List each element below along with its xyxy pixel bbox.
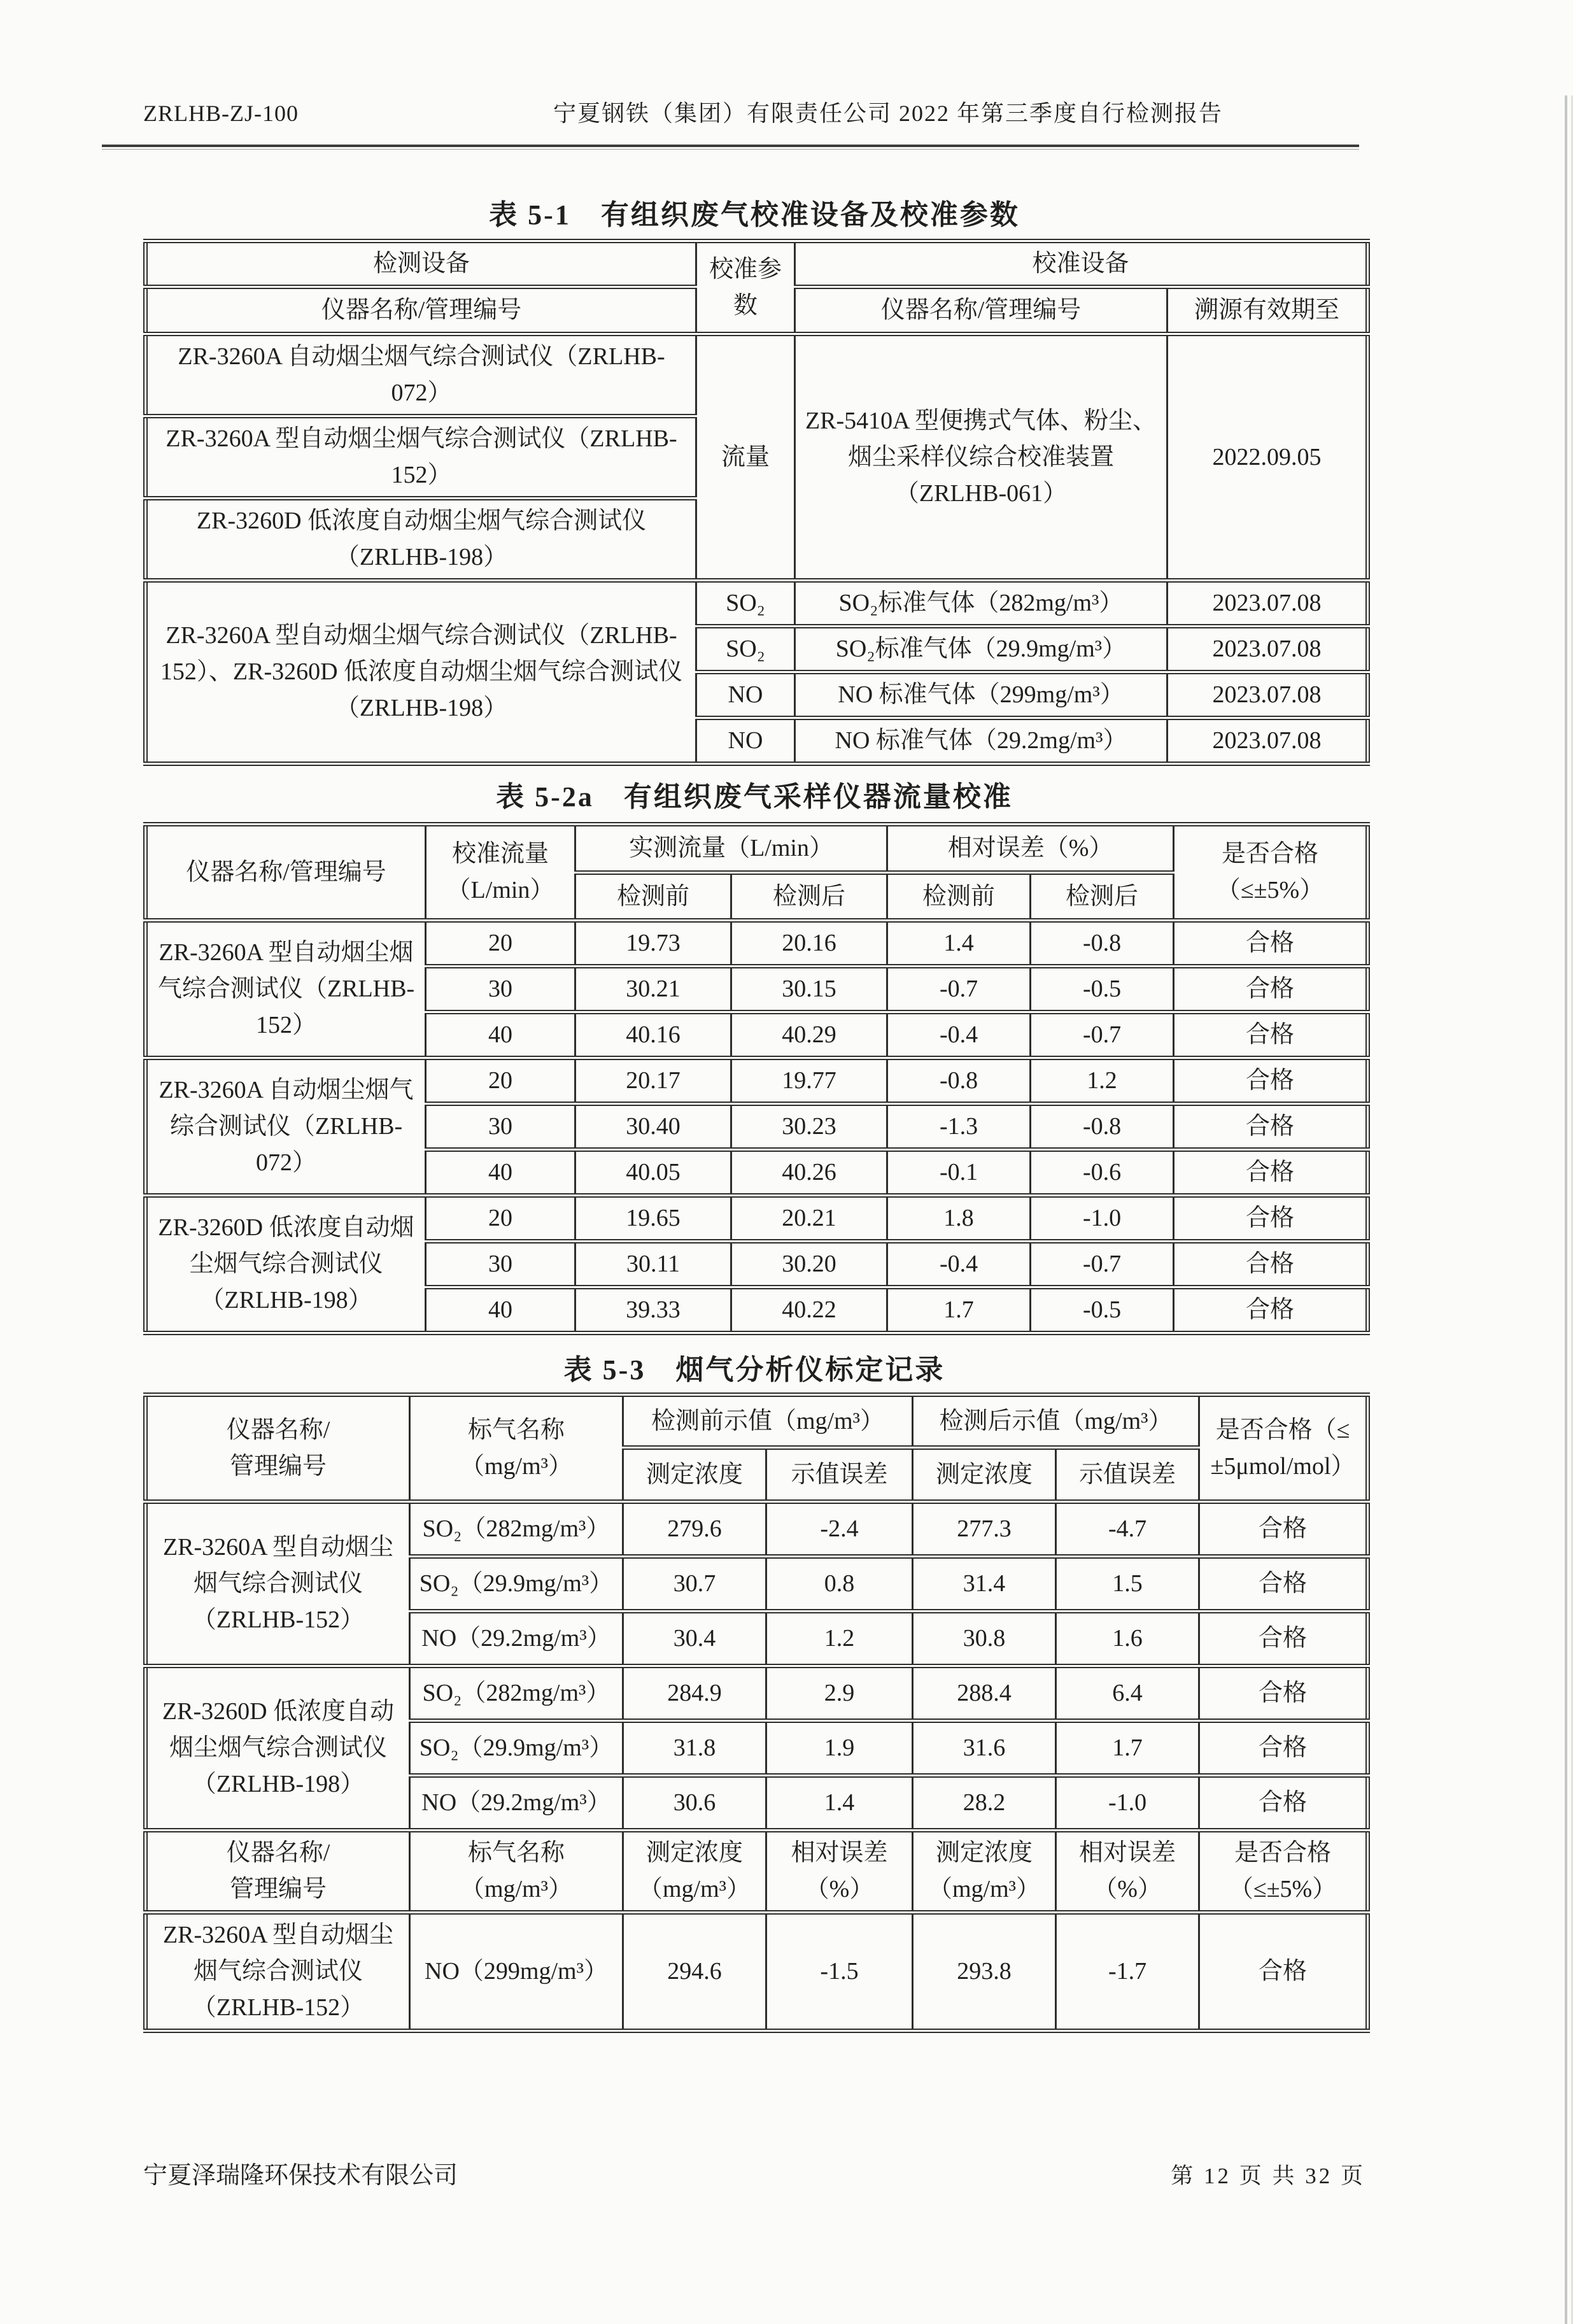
header-line: （L/min） bbox=[446, 877, 554, 903]
err-before-cell: 2.9 bbox=[766, 1666, 913, 1721]
cal-device-cell: NO 标准气体（29.2mg/m³） bbox=[795, 718, 1167, 764]
header-line: （mg/m³） bbox=[928, 1876, 1041, 1902]
err-before-cell: -1.5 bbox=[766, 1913, 913, 2031]
std-gas-cell: SO₂（282mg/m³） bbox=[410, 1666, 623, 1721]
column-header-after: 检测后 bbox=[731, 873, 887, 921]
header-line: 校准流量 bbox=[451, 840, 549, 867]
column-header-before: 检测前 bbox=[575, 873, 731, 921]
column-header-rel-error bbox=[1056, 1831, 1199, 1913]
flow-set-cell: 20 bbox=[426, 1196, 575, 1242]
column-header-after: 检测后 bbox=[1031, 873, 1174, 921]
table1-header-row-1 bbox=[146, 241, 1368, 287]
header-line: 是否合格 bbox=[1234, 1839, 1332, 1866]
header-line: 相对误差 bbox=[791, 1839, 888, 1866]
conc-after-cell: 31.4 bbox=[913, 1557, 1056, 1612]
err-before-cell: 1.7 bbox=[887, 1287, 1031, 1333]
err-after-cell: -0.7 bbox=[1031, 1012, 1174, 1058]
header-line: 仪器名称/ bbox=[226, 1416, 330, 1443]
header-rule bbox=[102, 145, 1359, 150]
column-header-std-gas bbox=[410, 1395, 623, 1502]
table-row bbox=[146, 1058, 1368, 1104]
flow-before-cell: 19.73 bbox=[575, 921, 731, 967]
header-line: 测定浓度 bbox=[645, 1839, 743, 1866]
err-before-cell: 1.8 bbox=[887, 1196, 1031, 1242]
flow-before-cell: 40.05 bbox=[575, 1150, 731, 1196]
header-line: 测定浓度 bbox=[936, 1839, 1033, 1866]
doc-title: 宁夏钢铁（集团）有限责任公司 2022 年第三季度自行检测报告 bbox=[553, 101, 1223, 126]
table3-mid-header-row bbox=[146, 1831, 1368, 1913]
column-header-detect-device: 检测设备 bbox=[146, 241, 696, 287]
device-name-cell: ZR-3260D 低浓度自动烟尘烟气综合测试仪（ZRLHB-198） bbox=[146, 1666, 410, 1831]
err-after-cell: -4.7 bbox=[1056, 1502, 1199, 1557]
result-cell: 合格 bbox=[1174, 1012, 1368, 1058]
result-cell: 合格 bbox=[1174, 967, 1368, 1012]
param-cell: 流量 bbox=[696, 334, 795, 581]
header-line: （%） bbox=[1093, 1876, 1162, 1902]
header-line: 是否合格 bbox=[1222, 840, 1319, 867]
flow-after-cell: 30.15 bbox=[731, 967, 887, 1012]
column-header-before: 检测前 bbox=[887, 873, 1031, 921]
std-gas-cell: SO₂（29.9mg/m³） bbox=[410, 1721, 623, 1776]
device-name-cell: ZR-3260A 型自动烟尘烟气综合测试仪（ZRLHB-152） bbox=[146, 1913, 410, 2031]
result-cell: 合格 bbox=[1174, 1058, 1368, 1104]
conc-before-cell: 30.7 bbox=[623, 1557, 766, 1612]
column-header-instr-name bbox=[146, 1831, 410, 1913]
column-header-concentration bbox=[623, 1831, 766, 1913]
conc-before-cell: 294.6 bbox=[623, 1913, 766, 2031]
footer-page-number: 第 12 页 共 32 页 bbox=[1171, 2164, 1365, 2188]
header-line: 管理编号 bbox=[229, 1876, 327, 1902]
err-after-cell: -1.7 bbox=[1056, 1913, 1199, 2031]
cal-device-cell: SO₂标准气体（29.9mg/m³） bbox=[795, 627, 1167, 672]
table-row bbox=[146, 1502, 1368, 1557]
err-after-cell: 1.6 bbox=[1056, 1612, 1199, 1666]
column-header-pass bbox=[1199, 1831, 1368, 1913]
table-5-1 bbox=[143, 239, 1370, 766]
flow-before-cell: 30.11 bbox=[575, 1242, 731, 1287]
flow-after-cell: 20.21 bbox=[731, 1196, 887, 1242]
header-line: 标气名称 bbox=[467, 1839, 565, 1866]
param-cell: SO₂ bbox=[696, 627, 795, 672]
flow-after-cell: 19.77 bbox=[731, 1058, 887, 1104]
column-header-before-reading: 检测前示值（mg/m³） bbox=[623, 1395, 913, 1448]
err-before-cell: 1.9 bbox=[766, 1721, 913, 1776]
device-name-cell: ZR-3260A 型自动烟尘烟气综合测试仪（ZRLHB-152） bbox=[146, 416, 696, 499]
device-name-cell: ZR-3260A 型自动烟尘烟气综合测试仪（ZRLHB-152） bbox=[146, 921, 426, 1058]
err-before-cell: 1.2 bbox=[766, 1612, 913, 1666]
err-after-cell: 1.5 bbox=[1056, 1557, 1199, 1612]
device-name-cell: ZR-3260A 自动烟尘烟气综合测试仪（ZRLHB-072） bbox=[146, 334, 696, 416]
valid-date-cell: 2023.07.08 bbox=[1167, 627, 1368, 672]
column-header-pass bbox=[1174, 825, 1368, 921]
err-before-cell: 1.4 bbox=[887, 921, 1031, 967]
column-header-concentration bbox=[913, 1831, 1056, 1913]
header-line: 标气名称 bbox=[467, 1416, 565, 1443]
err-before-cell: -0.8 bbox=[887, 1058, 1031, 1104]
valid-date-cell: 2023.07.08 bbox=[1167, 581, 1368, 627]
header-line: （mg/m³） bbox=[460, 1876, 573, 1902]
param-cell: NO bbox=[696, 718, 795, 764]
table-row bbox=[146, 1196, 1368, 1242]
scan-right-edge bbox=[1565, 96, 1567, 2324]
header-line: 管理编号 bbox=[229, 1452, 327, 1480]
device-name-cell: ZR-3260A 型自动烟尘烟气综合测试仪（ZRLHB-152） bbox=[146, 1502, 410, 1666]
err-after-cell: -0.5 bbox=[1031, 1287, 1174, 1333]
conc-before-cell: 279.6 bbox=[623, 1502, 766, 1557]
header-line: ±5μmol/mol） bbox=[1210, 1452, 1355, 1480]
conc-after-cell: 288.4 bbox=[913, 1666, 1056, 1721]
result-cell: 合格 bbox=[1174, 1104, 1368, 1150]
table2-title: 表 5-2a 有组织废气采样仪器流量校准 bbox=[496, 781, 1013, 812]
flow-after-cell: 30.23 bbox=[731, 1104, 887, 1150]
column-header-indication-error: 示值误差 bbox=[1056, 1448, 1199, 1502]
column-header-concentration: 测定浓度 bbox=[623, 1448, 766, 1502]
table-row bbox=[146, 921, 1368, 967]
table-row bbox=[146, 1666, 1368, 1721]
err-after-cell: 1.7 bbox=[1056, 1721, 1199, 1776]
result-cell: 合格 bbox=[1174, 1150, 1368, 1196]
column-header-pass bbox=[1199, 1395, 1368, 1502]
err-before-cell: -0.4 bbox=[887, 1012, 1031, 1058]
result-cell: 合格 bbox=[1199, 1612, 1368, 1666]
column-header-cal-flow bbox=[426, 825, 575, 921]
flow-set-cell: 40 bbox=[426, 1012, 575, 1058]
device-name-cell: ZR-3260D 低浓度自动烟尘烟气综合测试仪（ZRLHB-198） bbox=[146, 1196, 426, 1333]
valid-date-cell: 2023.07.08 bbox=[1167, 718, 1368, 764]
flow-after-cell: 20.16 bbox=[731, 921, 887, 967]
column-header-rel-error bbox=[766, 1831, 913, 1913]
header-line: 仪器名称/ bbox=[226, 1839, 330, 1866]
err-after-cell: -1.0 bbox=[1031, 1196, 1174, 1242]
column-header-cal-param: 校准参数 bbox=[696, 241, 795, 334]
std-gas-cell: NO（29.2mg/m³） bbox=[410, 1612, 623, 1666]
flow-after-cell: 40.26 bbox=[731, 1150, 887, 1196]
err-after-cell: -0.8 bbox=[1031, 1104, 1174, 1150]
valid-date-cell: 2023.07.08 bbox=[1167, 672, 1368, 718]
footer-company: 宁夏泽瑞隆环保技术有限公司 bbox=[143, 2162, 458, 2189]
result-cell: 合格 bbox=[1199, 1666, 1368, 1721]
err-after-cell: -0.8 bbox=[1031, 921, 1174, 967]
cal-device-cell: ZR-5410A 型便携式气体、粉尘、烟尘采样仪综合校准装置（ZRLHB-061） bbox=[795, 334, 1167, 581]
std-gas-cell: NO（29.2mg/m³） bbox=[410, 1776, 623, 1831]
conc-before-cell: 284.9 bbox=[623, 1666, 766, 1721]
err-after-cell: 6.4 bbox=[1056, 1666, 1199, 1721]
column-header-instr-name: 仪器名称/管理编号 bbox=[146, 287, 696, 334]
err-before-cell: -0.1 bbox=[887, 1150, 1031, 1196]
header-line: （≤±5%） bbox=[1229, 1876, 1337, 1902]
conc-after-cell: 30.8 bbox=[913, 1612, 1056, 1666]
column-header-instr-name: 仪器名称/管理编号 bbox=[146, 825, 426, 921]
column-header-measured-flow: 实测流量（L/min） bbox=[575, 825, 887, 873]
valid-date-cell: 2022.09.05 bbox=[1167, 334, 1368, 581]
err-after-cell: -1.0 bbox=[1056, 1776, 1199, 1831]
column-header-cal-device: 校准设备 bbox=[795, 241, 1368, 287]
param-cell: NO bbox=[696, 672, 795, 718]
header-line: 是否合格（≤ bbox=[1215, 1416, 1350, 1443]
flow-after-cell: 40.29 bbox=[731, 1012, 887, 1058]
cal-device-cell: NO 标准气体（299mg/m³） bbox=[795, 672, 1167, 718]
device-name-cell: ZR-3260D 低浓度自动烟尘烟气综合测试仪（ZRLHB-198） bbox=[146, 499, 696, 581]
err-before-cell: -1.3 bbox=[887, 1104, 1031, 1150]
header-line: （mg/m³） bbox=[638, 1876, 751, 1902]
cal-device-cell: SO₂标准气体（282mg/m³） bbox=[795, 581, 1167, 627]
flow-set-cell: 30 bbox=[426, 1104, 575, 1150]
column-header-concentration: 测定浓度 bbox=[913, 1448, 1056, 1502]
conc-before-cell: 31.8 bbox=[623, 1721, 766, 1776]
flow-before-cell: 39.33 bbox=[575, 1287, 731, 1333]
conc-before-cell: 30.4 bbox=[623, 1612, 766, 1666]
flow-set-cell: 30 bbox=[426, 1242, 575, 1287]
column-header-rel-error: 相对误差（%） bbox=[887, 825, 1174, 873]
flow-before-cell: 40.16 bbox=[575, 1012, 731, 1058]
conc-after-cell: 293.8 bbox=[913, 1913, 1056, 2031]
err-before-cell: 1.4 bbox=[766, 1776, 913, 1831]
result-cell: 合格 bbox=[1199, 1502, 1368, 1557]
table3-header-row-1 bbox=[146, 1395, 1368, 1448]
flow-before-cell: 19.65 bbox=[575, 1196, 731, 1242]
err-after-cell: -0.6 bbox=[1031, 1150, 1174, 1196]
header-line: （≤±5%） bbox=[1216, 877, 1324, 903]
err-before-cell: -0.7 bbox=[887, 967, 1031, 1012]
column-header-trace-valid: 溯源有效期至 bbox=[1167, 287, 1368, 334]
result-cell: 合格 bbox=[1174, 1242, 1368, 1287]
result-cell: 合格 bbox=[1199, 1721, 1368, 1776]
err-before-cell: -2.4 bbox=[766, 1502, 913, 1557]
device-name-cell: ZR-3260A 自动烟尘烟气综合测试仪（ZRLHB-072） bbox=[146, 1058, 426, 1196]
err-after-cell: 1.2 bbox=[1031, 1058, 1174, 1104]
flow-before-cell: 30.21 bbox=[575, 967, 731, 1012]
std-gas-cell: NO（299mg/m³） bbox=[410, 1913, 623, 2031]
doc-code: ZRLHB-ZJ-100 bbox=[143, 101, 299, 126]
param-cell: SO₂ bbox=[696, 581, 795, 627]
conc-after-cell: 31.6 bbox=[913, 1721, 1056, 1776]
column-header-std-gas bbox=[410, 1831, 623, 1913]
table-row bbox=[146, 1913, 1368, 2031]
header-line: 相对误差 bbox=[1079, 1839, 1176, 1866]
result-cell: 合格 bbox=[1199, 1557, 1368, 1612]
header-line: （%） bbox=[805, 1876, 874, 1902]
table-5-3 bbox=[143, 1392, 1370, 2033]
err-after-cell: -0.5 bbox=[1031, 967, 1174, 1012]
device-name-cell: ZR-3260A 型自动烟尘烟气综合测试仪（ZRLHB-152）、ZR-3260D 低浓度自动烟尘烟气综合测试仪（ZRLHB-198） bbox=[146, 581, 696, 764]
result-cell: 合格 bbox=[1174, 1287, 1368, 1333]
result-cell: 合格 bbox=[1199, 1776, 1368, 1831]
flow-set-cell: 20 bbox=[426, 921, 575, 967]
flow-set-cell: 30 bbox=[426, 967, 575, 1012]
table1-title: 表 5-1 有组织废气校准设备及校准参数 bbox=[489, 199, 1020, 230]
header-line: （mg/m³） bbox=[460, 1452, 573, 1480]
std-gas-cell: SO₂（282mg/m³） bbox=[410, 1502, 623, 1557]
conc-after-cell: 277.3 bbox=[913, 1502, 1056, 1557]
flow-before-cell: 30.40 bbox=[575, 1104, 731, 1150]
column-header-indication-error: 示值误差 bbox=[766, 1448, 913, 1502]
column-header-after-reading: 检测后示值（mg/m³） bbox=[913, 1395, 1199, 1448]
std-gas-cell: SO₂（29.9mg/m³） bbox=[410, 1557, 623, 1612]
result-cell: 合格 bbox=[1199, 1913, 1368, 2031]
conc-after-cell: 28.2 bbox=[913, 1776, 1056, 1831]
result-cell: 合格 bbox=[1174, 921, 1368, 967]
err-before-cell: -0.4 bbox=[887, 1242, 1031, 1287]
table-5-2a bbox=[143, 822, 1370, 1335]
flow-after-cell: 40.22 bbox=[731, 1287, 887, 1333]
flow-after-cell: 30.20 bbox=[731, 1242, 887, 1287]
flow-set-cell: 40 bbox=[426, 1287, 575, 1333]
conc-before-cell: 30.6 bbox=[623, 1776, 766, 1831]
table3-title: 表 5-3 烟气分析仪标定记录 bbox=[563, 1354, 945, 1385]
flow-set-cell: 40 bbox=[426, 1150, 575, 1196]
column-header-instr-name bbox=[146, 1395, 410, 1502]
table-row bbox=[146, 334, 1368, 416]
column-header-cal-instr-name: 仪器名称/管理编号 bbox=[795, 287, 1167, 334]
flow-before-cell: 20.17 bbox=[575, 1058, 731, 1104]
flow-set-cell: 20 bbox=[426, 1058, 575, 1104]
doc-footer bbox=[143, 2155, 1365, 2190]
table-row bbox=[146, 581, 1368, 627]
err-after-cell: -0.7 bbox=[1031, 1242, 1174, 1287]
err-before-cell: 0.8 bbox=[766, 1557, 913, 1612]
doc-header bbox=[143, 96, 1365, 128]
table2-header-row-1 bbox=[146, 825, 1368, 873]
result-cell: 合格 bbox=[1174, 1196, 1368, 1242]
